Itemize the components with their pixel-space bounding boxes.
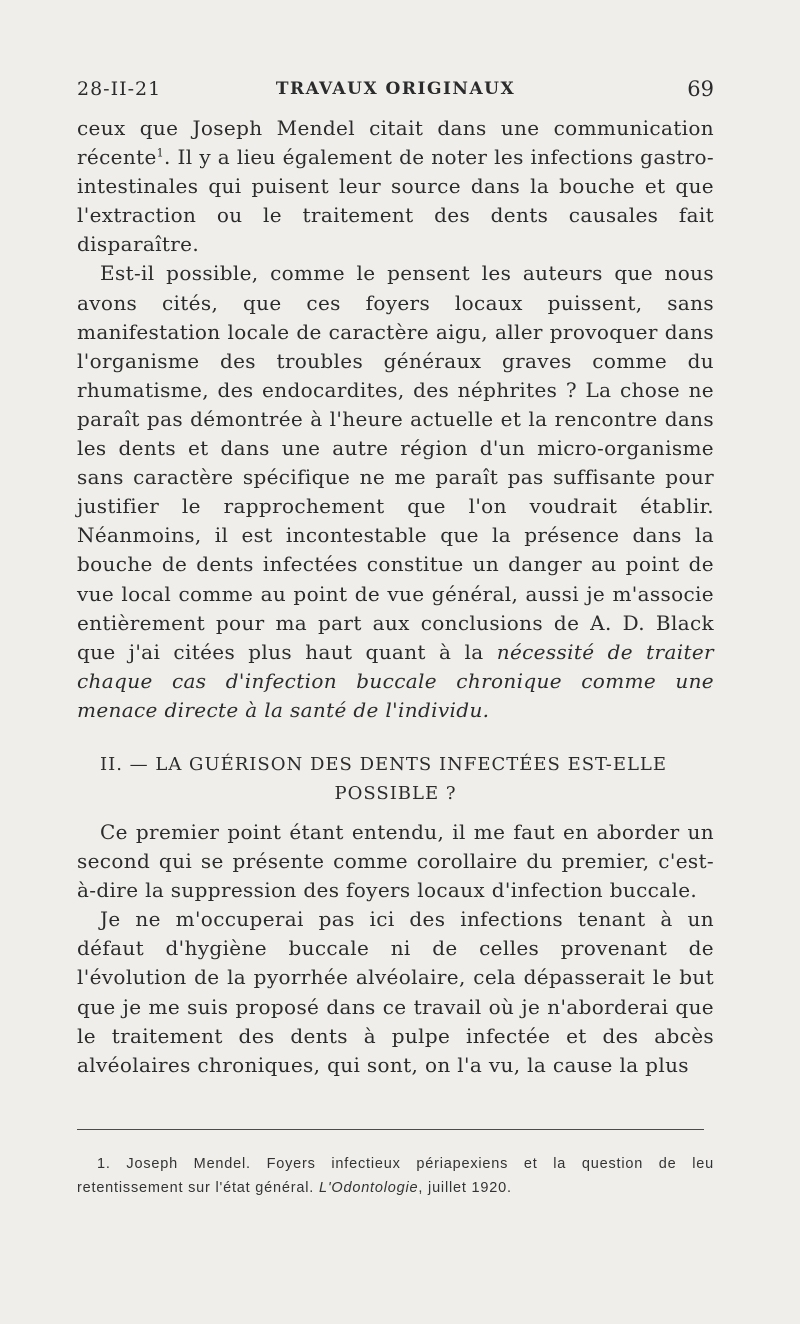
- header-title: TRAVAUX ORIGINAUX: [275, 79, 516, 99]
- footnote-marker: 1: [156, 146, 164, 160]
- footnote-date: , juillet 1920.: [418, 1180, 512, 1196]
- section-heading: [77, 750, 714, 808]
- running-header: [77, 78, 714, 106]
- header-date: 28-II-21: [77, 78, 162, 100]
- paragraph-2: Est-il possible, comme le pensent les auteurs que nous avons cités, que ces foyers locaux puissent, sans manifestation locale de caractère aigu, aller provoquer dans l'organisme des troubles généraux graves comme du rhumatisme, des endocardites, des néphrites ? La chose ne paraît pas démontrée à l'heure actuelle et la rencontre dans les dents et dans une autre région d'un micro-organisme sans caractère spécifique ne me paraît pas suffisante pour justifier le rapprochement que l'on voudrait établir. Néanmoins, il est incontestable que la présence dans la bouche de dents infectées constitue un danger au point de vue local comme au point de vue général, aussi je m'associe entièrement pour ma part aux conclusions de A. D. Black que j'ai citées plus haut quant à la nécessité de traiter chaque cas d'infection buccale chronique comme une menace directe à la santé de l'individu.: [77, 261, 714, 722]
- emphasized-text: nécessité de traiter chaque cas d'infection buccale chronique comme une menace directe à la santé de l'individu.: [77, 639, 714, 722]
- footnote-journal: L'Odontologie: [318, 1180, 419, 1196]
- footnote-divider: [77, 1129, 704, 1130]
- section-heading-line1: II. — LA GUÉRISON DES DENTS INFECTÉES EST-ELLE: [100, 754, 667, 775]
- paragraph-3: Ce premier point étant entendu, il me faut en aborder un second qui se présente comme corollaire du premier, c'est-à-dire la suppression des foyers locaux d'infection buccale.: [77, 820, 714, 903]
- footnote-text: Joseph Mendel. Foyers infectieux périapexiens et la question de leu retentissement sur l'état général.: [77, 1156, 714, 1196]
- section-heading-line2: POSSIBLE ?: [334, 783, 457, 804]
- section-text: [77, 818, 714, 1080]
- main-text: [77, 114, 714, 725]
- page-number: 69: [687, 77, 714, 101]
- paragraph-4: Je ne m'occuperai pas ici des infections tenant à un défaut d'hygiène buccale ni de celles provenant de l'évolution de la pyorrhée alvéolaire, cela dépasserait le but que je me suis proposé dans ce travail où je n'aborderai que le traitement des dents à pulpe infectée et des abcès alvéolaires chroniques, qui sont, on l'a vu, la cause la plus: [77, 907, 714, 1077]
- footnote-number: 1.: [97, 1156, 111, 1172]
- footnote: [77, 1152, 714, 1200]
- paragraph-1: ceux que Joseph Mendel citait dans une communication récente$^1$. Il y a lieu également de noter les infections gastro-intestinales qui puisent leur source dans la bouche et que l'extraction ou le traitement des dents causales fait disparaître.: [77, 116, 714, 257]
